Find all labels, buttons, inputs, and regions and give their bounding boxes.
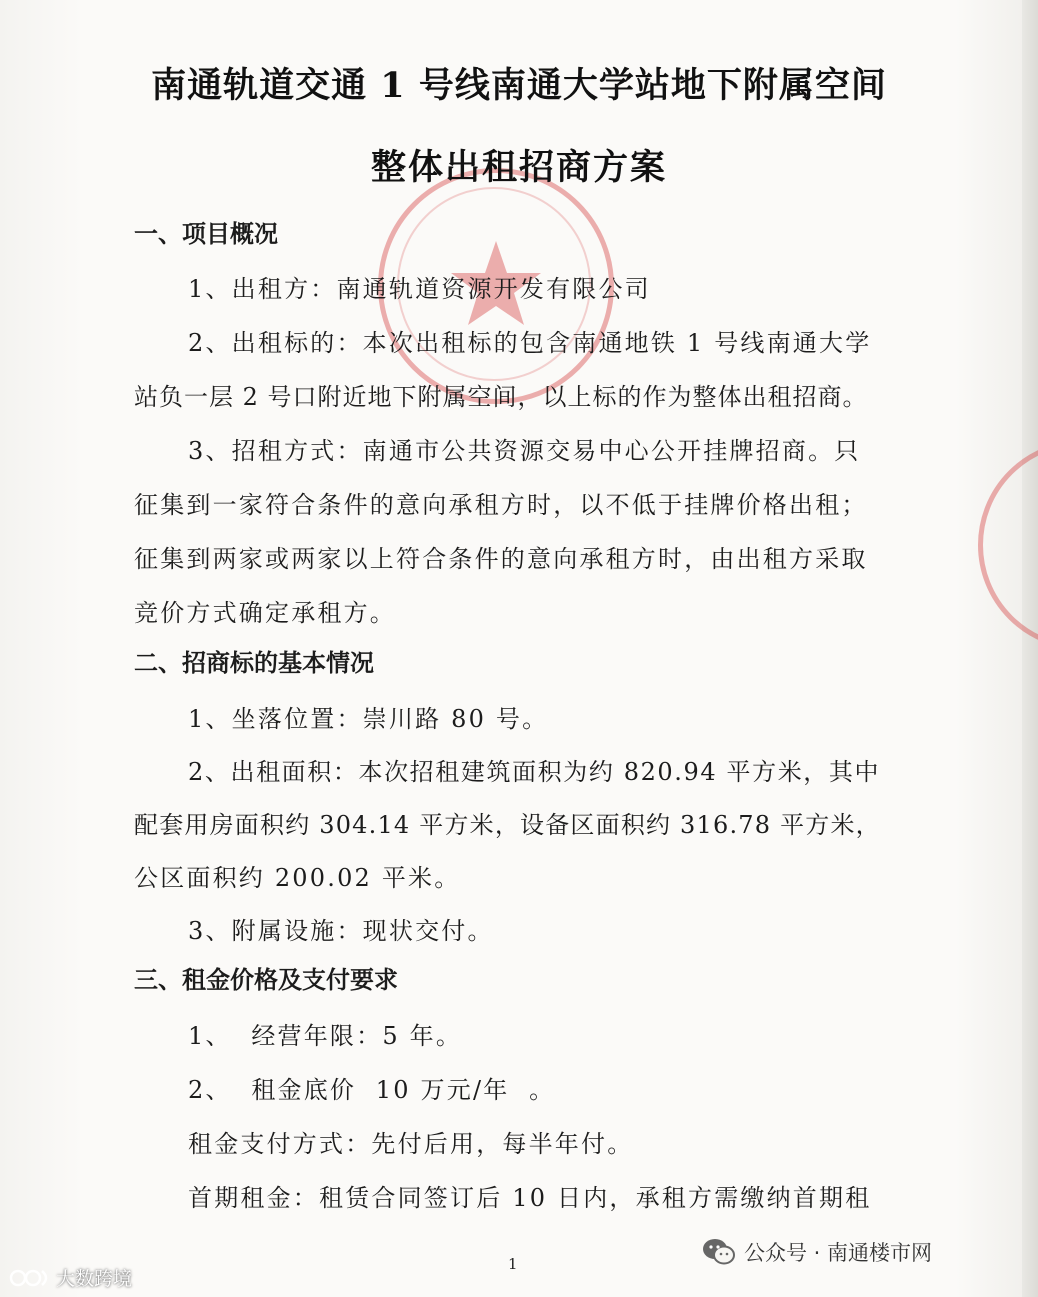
paragraph-line: 1、 经营年限：5 年。 — [188, 1022, 463, 1050]
section-heading-overview: 一、项目概况 — [134, 220, 278, 248]
brand-logo-icon — [8, 1267, 52, 1289]
watermark-right — [702, 1237, 932, 1267]
wechat-icon — [702, 1237, 736, 1267]
section-heading-rent: 三、租金价格及支付要求 — [134, 966, 398, 994]
paragraph-line: 2、出租面积：本次招租建筑面积为约 820.94 平方米，其中 — [188, 758, 881, 786]
paragraph-line: 2、出租标的：本次出租标的包含南通地铁 1 号线南通大学 — [188, 329, 872, 357]
paragraph-line: 租金支付方式：先付后用，每半年付。 — [188, 1130, 634, 1158]
paragraph-line: 1、坐落位置：崇川路 80 号。 — [188, 705, 549, 733]
page-number: 1 — [508, 1255, 518, 1273]
paragraph-line: 竞价方式确定承租方。 — [134, 599, 396, 627]
document-title-line2: 整体出租招商方案 — [370, 147, 667, 188]
paragraph-line: 站负一层 2 号口附近地下附属空间，以上标的作为整体出租招商。 — [134, 383, 868, 411]
watermark-left — [8, 1264, 132, 1291]
company-seal-partial — [978, 440, 1038, 650]
watermark-left-text: 大数跨境 — [56, 1268, 133, 1290]
paragraph-line: 2、 租金底价 10 万元/年 。 — [188, 1076, 556, 1104]
paragraph-line: 征集到一家符合条件的意向承租方时，以不低于挂牌价格出租； — [134, 491, 868, 519]
section-heading-basic-info: 二、招商标的基本情况 — [134, 649, 374, 677]
paragraph-line: 首期租金：租赁合同签订后 10 日内，承租方需缴纳首期租 — [188, 1184, 872, 1212]
paragraph-line: 公区面积约 200.02 平米。 — [134, 864, 461, 892]
page-edge — [1022, 0, 1038, 1297]
paragraph-line: 配套用房面积约 304.14 平方米，设备区面积约 316.78 平方米， — [134, 811, 881, 839]
watermark-right-text: 公众号 · 南通楼市网 — [744, 1241, 933, 1265]
paragraph-line: 征集到两家或两家以上符合条件的意向承租方时，由出租方采取 — [134, 545, 868, 573]
paragraph-line: 3、附属设施：现状交付。 — [188, 917, 494, 945]
paragraph-line: 3、招租方式：南通市公共资源交易中心公开挂牌招商。只 — [188, 437, 861, 465]
document-title-line1: 南通轨道交通 1 号线南通大学站地下附属空间 — [151, 65, 887, 106]
paragraph-line: 1、出租方：南通轨道资源开发有限公司 — [188, 275, 651, 303]
